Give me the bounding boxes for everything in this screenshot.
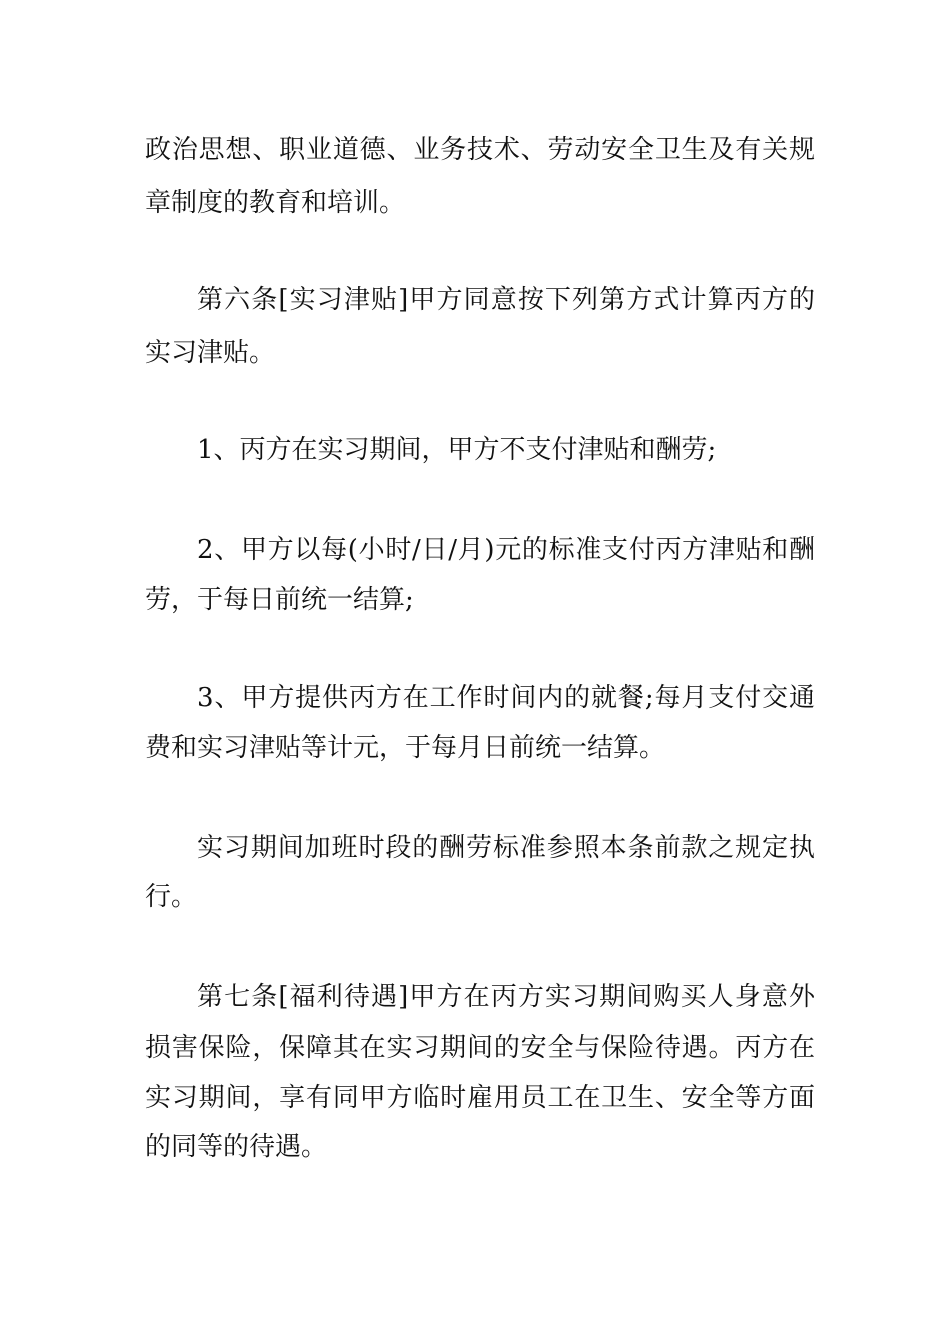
text-line: 3、甲方提供丙方在工作时间内的就餐;每月支付交通 [197,683,815,713]
text-line: 实习期间加班时段的酬劳标准参照本条前款之规定执 [197,833,815,863]
text-line: 第六条[实习津贴]甲方同意按下列第方式计算丙方的 [197,285,815,315]
text-line: 的同等的待遇。 [145,1132,328,1162]
text-line: 章制度的教育和培训。 [145,188,406,218]
text-line: 劳，于每日前统一结算; [145,585,414,615]
text-line: 费和实习津贴等计元，于每月日前统一结算。 [145,733,666,763]
text-line: 2、甲方以每(小时/日/月)元的标准支付丙方津贴和酬 [197,535,815,565]
text-line: 第七条[福利待遇]甲方在丙方实习期间购买人身意外 [197,982,815,1012]
text-line: 实习津贴。 [145,338,276,368]
text-line: 损害保险，保障其在实习期间的安全与保险待遇。丙方在 [145,1033,815,1063]
text-line: 行。 [145,882,198,912]
text-line: 实习期间，享有同甲方临时雇用员工在卫生、安全等方面 [145,1083,815,1113]
text-line: 政治思想、职业道德、业务技术、劳动安全卫生及有关规 [145,135,815,165]
text-line: 1、丙方在实习期间，甲方不支付津贴和酬劳; [197,435,717,465]
